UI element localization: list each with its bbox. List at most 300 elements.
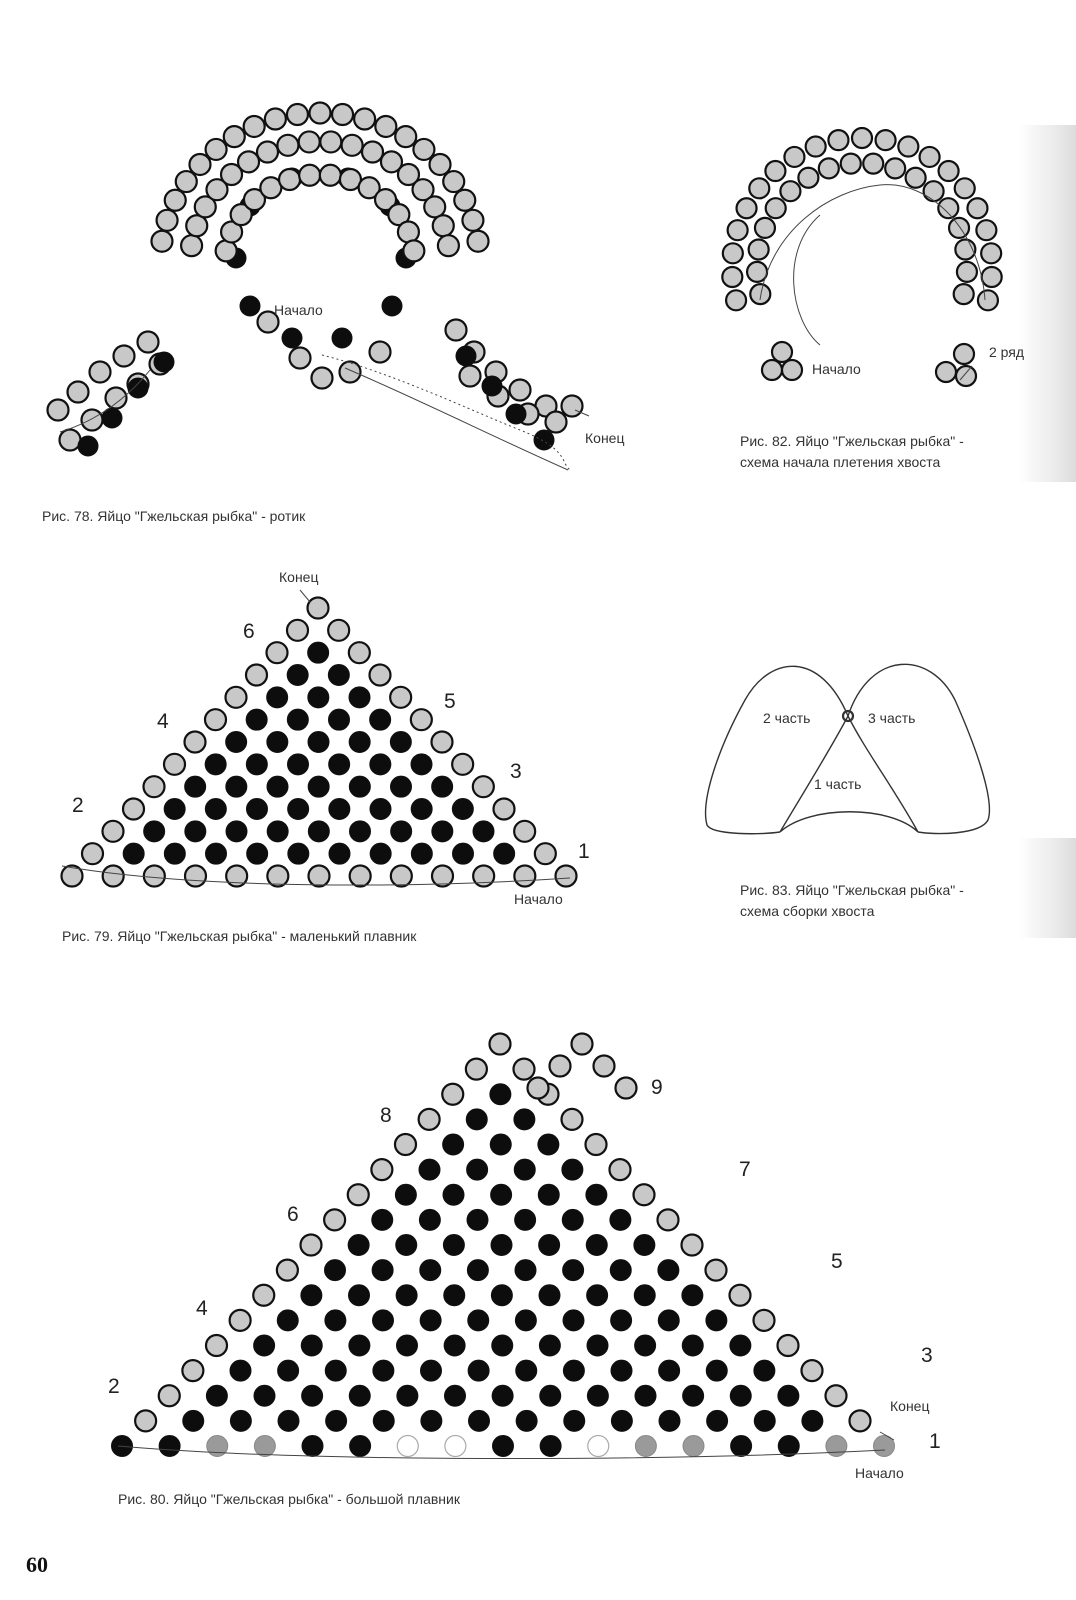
dark-bead — [246, 754, 267, 775]
light-bead — [510, 380, 531, 401]
dark-bead — [635, 1385, 656, 1406]
fig80-caption: Рис. 80. Яйцо "Гжельская рыбка" - большой плавник — [118, 1491, 460, 1507]
dark-bead — [586, 1235, 607, 1256]
light-bead — [936, 362, 956, 382]
light-bead — [828, 130, 848, 150]
light-bead — [514, 866, 535, 887]
light-bead — [722, 267, 742, 287]
dark-bead — [802, 1410, 823, 1431]
dark-bead — [267, 732, 288, 753]
light-bead — [939, 161, 959, 181]
light-bead — [755, 218, 775, 238]
light-bead — [185, 732, 206, 753]
dark-bead — [514, 1159, 535, 1180]
dark-bead — [164, 799, 185, 820]
dark-bead — [302, 1385, 323, 1406]
light-bead — [798, 168, 818, 188]
fig79-row-3: 3 — [510, 760, 522, 783]
dark-bead — [634, 1235, 655, 1256]
dark-bead — [421, 1360, 442, 1381]
dark-bead — [682, 1285, 703, 1306]
dark-bead — [308, 776, 329, 797]
light-bead — [230, 1310, 251, 1331]
light-bead — [634, 1184, 655, 1205]
light-bead — [852, 128, 872, 148]
light-bead — [494, 799, 515, 820]
dark-bead — [563, 1360, 584, 1381]
light-bead — [182, 1360, 203, 1381]
light-bead — [328, 620, 349, 641]
dark-bead — [443, 1184, 464, 1205]
dark-bead — [144, 821, 165, 842]
dark-bead — [395, 1184, 416, 1205]
dark-bead — [287, 665, 308, 686]
fig78-start-label: Начало — [274, 302, 323, 318]
fig79-caption: Рис. 79. Яйцо "Гжельская рыбка" - маленький плавник — [62, 928, 417, 944]
light-bead — [460, 366, 481, 387]
dark-bead — [332, 328, 352, 348]
light-bead — [586, 1134, 607, 1155]
light-bead — [616, 1078, 637, 1099]
tail-left-part-outline — [706, 666, 848, 833]
fig80-row-2: 2 — [108, 1375, 120, 1398]
light-bead — [876, 130, 896, 150]
light-bead — [244, 116, 265, 137]
dark-bead — [586, 1184, 607, 1205]
light-bead — [362, 142, 383, 163]
light-bead — [419, 1109, 440, 1130]
dark-bead — [308, 642, 329, 663]
dark-bead — [432, 821, 453, 842]
dark-bead — [397, 1335, 418, 1356]
dark-bead — [490, 1084, 511, 1105]
dark-bead — [538, 1184, 559, 1205]
dark-bead — [396, 1235, 417, 1256]
dark-bead — [444, 1285, 465, 1306]
fig80-row-1: 1 — [929, 1430, 941, 1453]
page-number: 60 — [26, 1552, 48, 1577]
light-bead — [635, 1436, 656, 1457]
dark-bead — [658, 1260, 679, 1281]
light-bead — [747, 262, 767, 282]
dark-bead — [370, 709, 391, 730]
dark-bead — [491, 1285, 512, 1306]
light-bead — [370, 665, 391, 686]
dark-bead — [159, 1436, 180, 1457]
dark-bead — [267, 821, 288, 842]
light-bead — [138, 332, 159, 353]
light-bead — [254, 1436, 275, 1457]
dark-bead — [267, 776, 288, 797]
dark-bead — [372, 1209, 393, 1230]
light-bead — [349, 642, 370, 663]
dark-bead — [610, 1209, 631, 1230]
light-bead — [253, 1285, 274, 1306]
dark-bead — [754, 1360, 775, 1381]
dark-bead — [452, 799, 473, 820]
dark-bead — [301, 1285, 322, 1306]
figure-80-beads — [112, 1034, 895, 1457]
light-bead — [60, 430, 81, 451]
light-bead — [159, 1385, 180, 1406]
light-bead — [68, 382, 89, 403]
light-bead — [395, 126, 416, 147]
dark-bead — [611, 1410, 632, 1431]
dark-bead — [164, 843, 185, 864]
light-bead — [354, 109, 375, 130]
light-bead — [658, 1209, 679, 1230]
light-bead — [308, 598, 329, 619]
light-bead — [279, 169, 300, 190]
tail-right-part-outline — [848, 664, 989, 833]
light-bead — [954, 344, 974, 364]
light-bead — [762, 360, 782, 380]
light-bead — [850, 1410, 871, 1431]
fig79-start-label: Начало — [514, 891, 563, 907]
dark-bead — [349, 732, 370, 753]
dark-bead — [226, 821, 247, 842]
figure-82-beads — [722, 128, 1001, 386]
light-bead — [765, 161, 785, 181]
light-bead — [550, 1056, 571, 1077]
light-bead — [572, 1034, 593, 1055]
light-bead — [982, 267, 1002, 287]
fig82-start-label: Начало — [812, 361, 861, 377]
light-bead — [90, 362, 111, 383]
dark-bead — [707, 1410, 728, 1431]
light-bead — [320, 131, 341, 152]
light-bead — [454, 190, 475, 211]
dark-bead — [468, 1360, 489, 1381]
dark-bead — [514, 1109, 535, 1130]
light-bead — [411, 709, 432, 730]
light-bead — [766, 198, 786, 218]
dark-bead — [348, 1235, 369, 1256]
dark-bead — [205, 799, 226, 820]
light-bead — [301, 1235, 322, 1256]
dark-bead — [494, 843, 515, 864]
light-bead — [114, 346, 135, 367]
light-bead — [181, 235, 202, 256]
dark-bead — [432, 776, 453, 797]
light-bead — [350, 866, 371, 887]
light-bead — [430, 154, 451, 175]
dark-bead — [372, 1260, 393, 1281]
dark-bead — [467, 1209, 488, 1230]
light-bead — [920, 147, 940, 167]
light-bead — [257, 142, 278, 163]
light-bead — [802, 1360, 823, 1381]
dark-bead — [230, 1360, 251, 1381]
light-bead — [588, 1436, 609, 1457]
light-bead — [780, 181, 800, 201]
fig79-row-6: 6 — [243, 620, 255, 643]
light-bead — [938, 198, 958, 218]
light-bead — [750, 284, 770, 304]
dark-bead — [778, 1385, 799, 1406]
light-bead — [103, 866, 124, 887]
dark-bead — [563, 1260, 584, 1281]
figure-80-big-fin-diagram — [108, 1034, 941, 1482]
dark-bead — [226, 732, 247, 753]
light-bead — [723, 243, 743, 263]
light-bead — [390, 687, 411, 708]
light-bead — [885, 158, 905, 178]
tail-middle-part-outline — [780, 716, 918, 832]
fig80-start-label: Начало — [855, 1465, 904, 1481]
dark-bead — [254, 1335, 275, 1356]
dark-bead — [349, 1335, 370, 1356]
light-bead — [826, 1436, 847, 1457]
light-bead — [267, 866, 288, 887]
light-bead — [957, 262, 977, 282]
light-bead — [754, 1310, 775, 1331]
dark-bead — [278, 1410, 299, 1431]
dark-bead — [373, 1310, 394, 1331]
light-bead — [462, 210, 483, 231]
light-bead — [123, 799, 144, 820]
dark-bead — [302, 1436, 323, 1457]
light-bead — [309, 866, 330, 887]
dark-bead — [683, 1385, 704, 1406]
light-bead — [185, 866, 206, 887]
light-bead — [954, 284, 974, 304]
dark-bead — [390, 732, 411, 753]
dark-bead — [466, 1109, 487, 1130]
dark-bead — [443, 1235, 464, 1256]
dark-bead — [493, 1436, 514, 1457]
dark-bead — [659, 1360, 680, 1381]
light-bead — [265, 109, 286, 130]
light-bead — [562, 1109, 583, 1130]
dark-bead — [706, 1360, 727, 1381]
fig82-row2-label: 2 ряд — [989, 344, 1025, 360]
fig79-end-label: Конец — [279, 569, 319, 585]
dark-bead — [411, 843, 432, 864]
light-bead — [778, 1335, 799, 1356]
dark-bead — [370, 754, 391, 775]
dark-bead — [325, 1360, 346, 1381]
dark-bead — [329, 843, 350, 864]
fig80-row-8: 8 — [380, 1104, 392, 1127]
dark-bead — [467, 1159, 488, 1180]
dark-bead — [659, 1410, 680, 1431]
light-bead — [287, 620, 308, 641]
light-bead — [863, 154, 883, 174]
light-bead — [205, 709, 226, 730]
light-bead — [299, 165, 320, 186]
dark-bead — [540, 1385, 561, 1406]
light-bead — [238, 151, 259, 172]
dark-bead — [539, 1285, 560, 1306]
dark-bead — [370, 799, 391, 820]
dark-bead — [490, 1134, 511, 1155]
dark-bead — [473, 821, 494, 842]
light-bead — [906, 168, 926, 188]
light-bead — [784, 147, 804, 167]
light-bead — [277, 1260, 298, 1281]
dark-bead — [421, 1410, 442, 1431]
light-bead — [446, 320, 467, 341]
dark-bead — [349, 1385, 370, 1406]
dark-bead — [240, 296, 260, 316]
dark-bead — [308, 821, 329, 842]
dark-bead — [185, 776, 206, 797]
dark-bead — [778, 1436, 799, 1457]
dark-bead — [391, 821, 412, 842]
dark-bead — [515, 1310, 536, 1331]
light-bead — [216, 240, 237, 261]
light-bead — [442, 1084, 463, 1105]
light-bead — [144, 866, 165, 887]
light-bead — [157, 210, 178, 231]
dark-bead — [329, 754, 350, 775]
dark-bead — [411, 799, 432, 820]
dark-bead — [246, 709, 267, 730]
dark-bead — [288, 799, 309, 820]
tail-part-1-label: 1 часть — [814, 776, 862, 792]
dark-bead — [411, 754, 432, 775]
light-bead — [772, 342, 792, 362]
fig79-row-1: 1 — [578, 840, 590, 863]
dark-bead — [730, 1385, 751, 1406]
light-bead — [546, 412, 567, 433]
dark-bead — [456, 346, 476, 366]
dark-bead — [349, 687, 370, 708]
tail-part-3-label: 3 часть — [868, 710, 916, 726]
dark-bead — [329, 799, 350, 820]
figure-82-tail-start-diagram — [722, 128, 1024, 386]
light-bead — [514, 821, 535, 842]
dark-bead — [206, 1385, 227, 1406]
dark-bead — [419, 1209, 440, 1230]
dark-bead — [539, 1335, 560, 1356]
dark-bead — [420, 1260, 441, 1281]
light-bead — [48, 400, 69, 421]
light-bead — [290, 348, 311, 369]
dark-bead — [469, 1410, 490, 1431]
dark-bead — [587, 1285, 608, 1306]
light-bead — [189, 154, 210, 175]
light-bead — [726, 290, 746, 310]
dark-bead — [682, 1335, 703, 1356]
figure-79-small-fin-diagram — [62, 569, 590, 907]
light-bead — [224, 126, 245, 147]
light-bead — [528, 1078, 549, 1099]
light-bead — [226, 687, 247, 708]
dark-bead — [468, 1310, 489, 1331]
dark-bead — [205, 754, 226, 775]
dark-bead — [563, 1310, 584, 1331]
light-bead — [135, 1410, 156, 1431]
dark-bead — [123, 843, 144, 864]
dark-bead — [506, 404, 526, 424]
dark-bead — [278, 1360, 299, 1381]
light-bead — [445, 1436, 466, 1457]
light-bead — [82, 410, 103, 431]
dark-bead — [397, 1385, 418, 1406]
dark-bead — [370, 843, 391, 864]
light-bead — [342, 135, 363, 156]
dark-bead — [277, 1310, 298, 1331]
fig83-caption-line2: схема сборки хвоста — [740, 903, 875, 919]
tail-part-2-label: 2 часть — [763, 710, 811, 726]
dark-bead — [610, 1260, 631, 1281]
light-bead — [749, 239, 769, 259]
light-bead — [246, 665, 267, 686]
dark-bead — [540, 1436, 561, 1457]
dark-bead — [564, 1410, 585, 1431]
dark-bead — [491, 1184, 512, 1205]
dark-bead — [206, 843, 227, 864]
light-bead — [956, 366, 976, 386]
light-bead — [706, 1260, 727, 1281]
light-bead — [749, 178, 769, 198]
dark-bead — [128, 378, 148, 398]
light-bead — [391, 866, 412, 887]
light-bead — [841, 154, 861, 174]
light-bead — [206, 1335, 227, 1356]
dark-bead — [329, 709, 350, 730]
light-bead — [514, 1059, 535, 1080]
light-bead — [438, 235, 459, 256]
dark-bead — [288, 843, 309, 864]
light-bead — [535, 843, 556, 864]
dark-bead — [443, 1134, 464, 1155]
light-bead — [782, 360, 802, 380]
light-bead — [287, 104, 308, 125]
figure-78-beads — [48, 103, 583, 457]
dark-bead — [282, 328, 302, 348]
light-bead — [144, 776, 165, 797]
dark-bead — [301, 1335, 322, 1356]
fig82-caption-line1: Рис. 82. Яйцо "Гжельская рыбка" - — [740, 433, 964, 449]
fig80-row-5: 5 — [831, 1250, 843, 1273]
light-bead — [312, 368, 333, 389]
light-bead — [413, 139, 434, 160]
dark-bead — [230, 1410, 251, 1431]
dark-bead — [373, 1410, 394, 1431]
figure-79-beads — [62, 598, 577, 887]
fig79-row-5: 5 — [444, 690, 456, 713]
light-bead — [728, 220, 748, 240]
dark-bead — [754, 1410, 775, 1431]
light-bead — [164, 754, 185, 775]
dark-bead — [587, 1385, 608, 1406]
light-bead — [340, 362, 361, 383]
dark-bead — [491, 1235, 512, 1256]
light-bead — [165, 190, 186, 211]
dark-bead — [706, 1310, 727, 1331]
dark-bead — [254, 1385, 275, 1406]
light-bead — [924, 181, 944, 201]
dark-bead — [731, 1436, 752, 1457]
light-bead — [103, 821, 124, 842]
dark-bead — [534, 430, 554, 450]
dark-bead — [635, 1335, 656, 1356]
light-bead — [324, 1209, 345, 1230]
dark-bead — [634, 1285, 655, 1306]
dark-bead — [453, 843, 474, 864]
dark-bead — [325, 1260, 346, 1281]
light-bead — [949, 218, 969, 238]
dark-bead — [350, 821, 371, 842]
figure-83-tail-assembly-diagram — [706, 664, 990, 833]
dark-bead — [373, 1360, 394, 1381]
light-bead — [267, 642, 288, 663]
light-bead — [151, 231, 172, 252]
dark-bead — [492, 1385, 513, 1406]
